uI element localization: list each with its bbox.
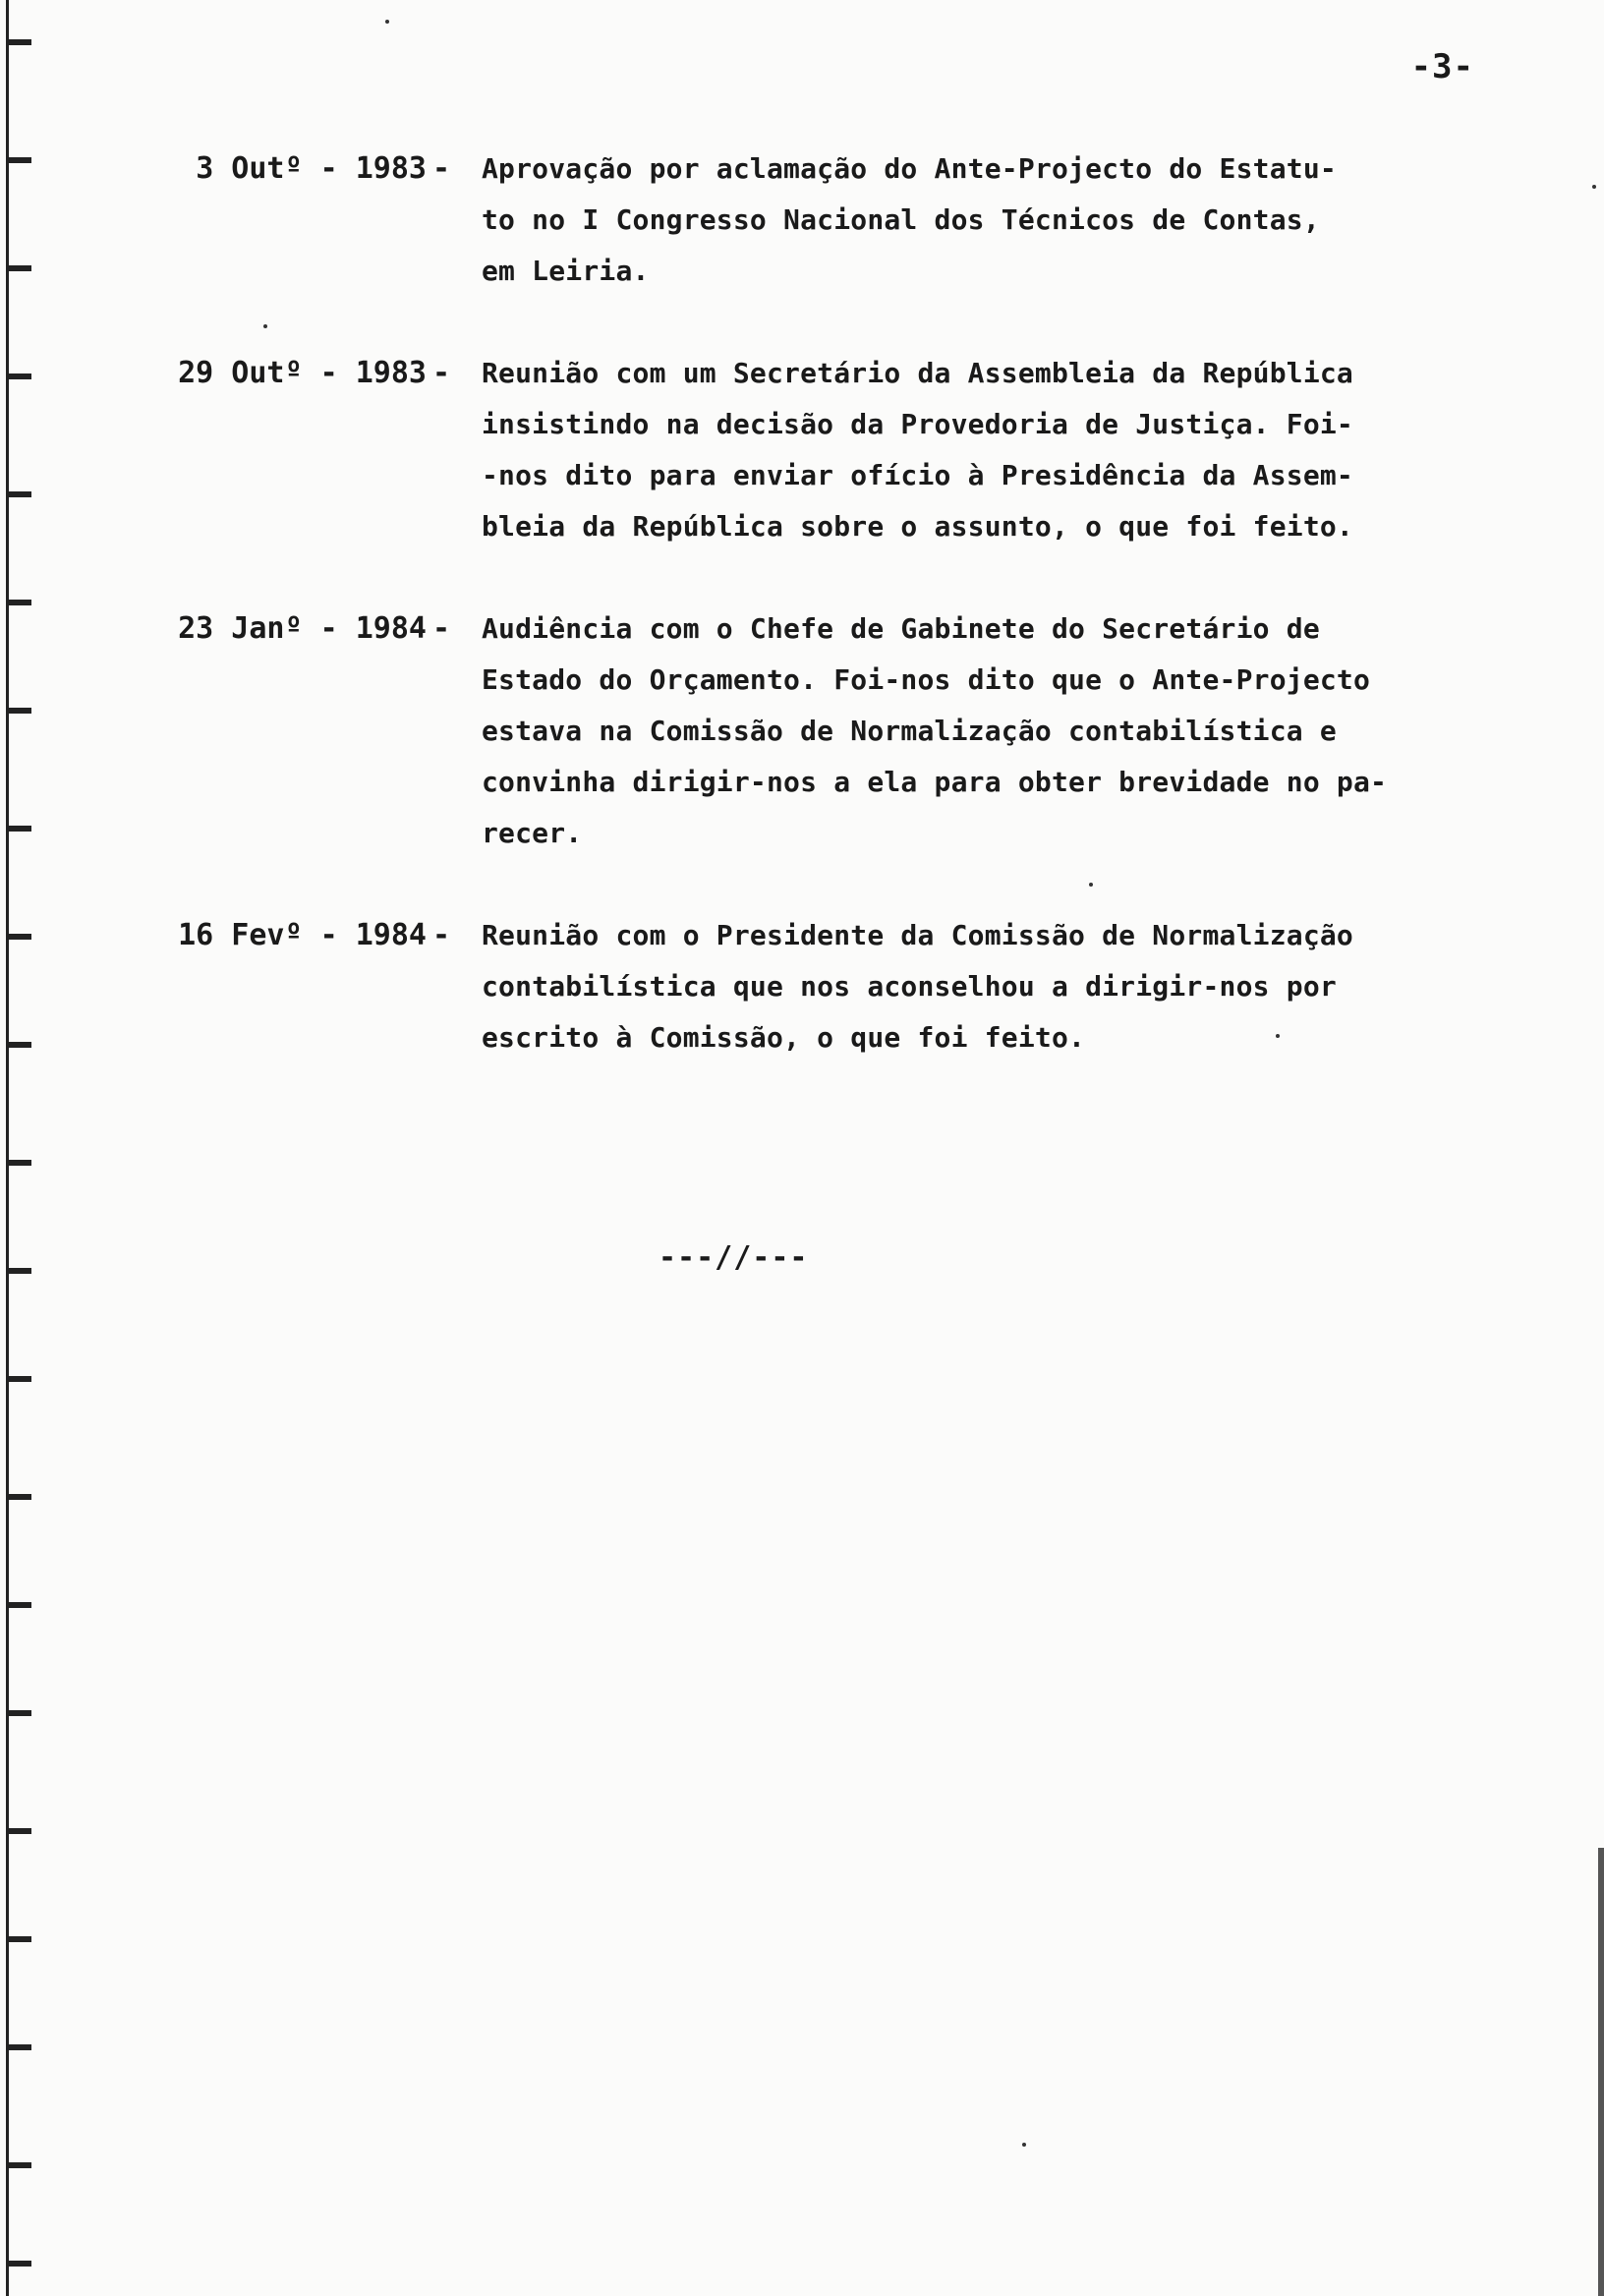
entry-line: Estado do Orçamento. Foi-nos dito que o Ante-Projecto [482, 663, 1371, 696]
entry-line: Reunião com um Secretário da Assembleia da República [482, 357, 1353, 389]
entry-dash: - [432, 356, 451, 390]
scan-speck [263, 324, 267, 328]
scan-speck [1022, 2143, 1026, 2147]
entry-text [482, 144, 1494, 297]
binding-tick [6, 39, 31, 45]
entry-line: Audiência com o Chefe de Gabinete do Secretário de [482, 612, 1320, 645]
binding-tick [6, 1376, 31, 1382]
binding-tick [6, 2261, 31, 2267]
entry-item [0, 910, 1604, 1063]
entry-line: Aprovação por aclamação do Ante-Projecto do Estatu- [482, 152, 1337, 185]
entry-text [482, 348, 1494, 552]
page-number: -3- [1410, 47, 1474, 86]
binding-tick [6, 2162, 31, 2168]
section-separator: ---//--- [659, 1240, 809, 1275]
binding-tick [6, 1602, 31, 1608]
entry-item [0, 603, 1604, 859]
entry-line: contabilística que nos aconselhou a dirigir-nos por [482, 970, 1337, 1003]
entry-dash: - [432, 151, 451, 186]
entry-item [0, 348, 1604, 552]
scan-edge-shadow [1598, 1848, 1604, 2296]
scan-speck [1276, 1034, 1280, 1038]
scan-speck [1592, 185, 1596, 189]
entry-line: convinha dirigir-nos a ela para obter brevidade no pa- [482, 766, 1388, 798]
binding-tick [6, 1494, 31, 1500]
entry-date: 29 Outº - 1983 [178, 356, 427, 390]
entry-dash: - [432, 918, 451, 952]
binding-tick [6, 1160, 31, 1166]
binding-tick [6, 2044, 31, 2050]
entry-line: Reunião com o Presidente da Comissão de Normalização [482, 919, 1353, 951]
entry-date: 3 Outº - 1983 [196, 151, 427, 186]
entry-line: estava na Comissão de Normalização contabilística e [482, 715, 1337, 747]
entry-line: insistindo na decisão da Provedoria de Justiça. Foi- [482, 408, 1353, 440]
entry-line: recer. [482, 817, 583, 849]
entry-text [482, 910, 1494, 1063]
entry-date: 16 Fevº - 1984 [178, 918, 427, 952]
entry-list [0, 144, 1604, 1115]
entry-line: em Leiria. [482, 255, 650, 287]
entry-text [482, 603, 1494, 859]
entry-date: 23 Janº - 1984 [178, 611, 427, 646]
binding-tick [6, 1710, 31, 1716]
entry-line: escrito à Comissão, o que foi feito. [482, 1021, 1086, 1054]
binding-tick [6, 1936, 31, 1942]
binding-tick [6, 1828, 31, 1834]
entry-dash: - [432, 611, 451, 646]
entry-item [0, 144, 1604, 297]
entry-line: to no I Congresso Nacional dos Técnicos de Contas, [482, 203, 1320, 236]
entry-line: -nos dito para enviar ofício à Presidência da Assem- [482, 459, 1353, 491]
scan-speck [385, 20, 389, 24]
entry-line: bleia da República sobre o assunto, o que foi feito. [482, 510, 1353, 543]
scan-speck [1089, 883, 1093, 887]
binding-tick [6, 1268, 31, 1274]
